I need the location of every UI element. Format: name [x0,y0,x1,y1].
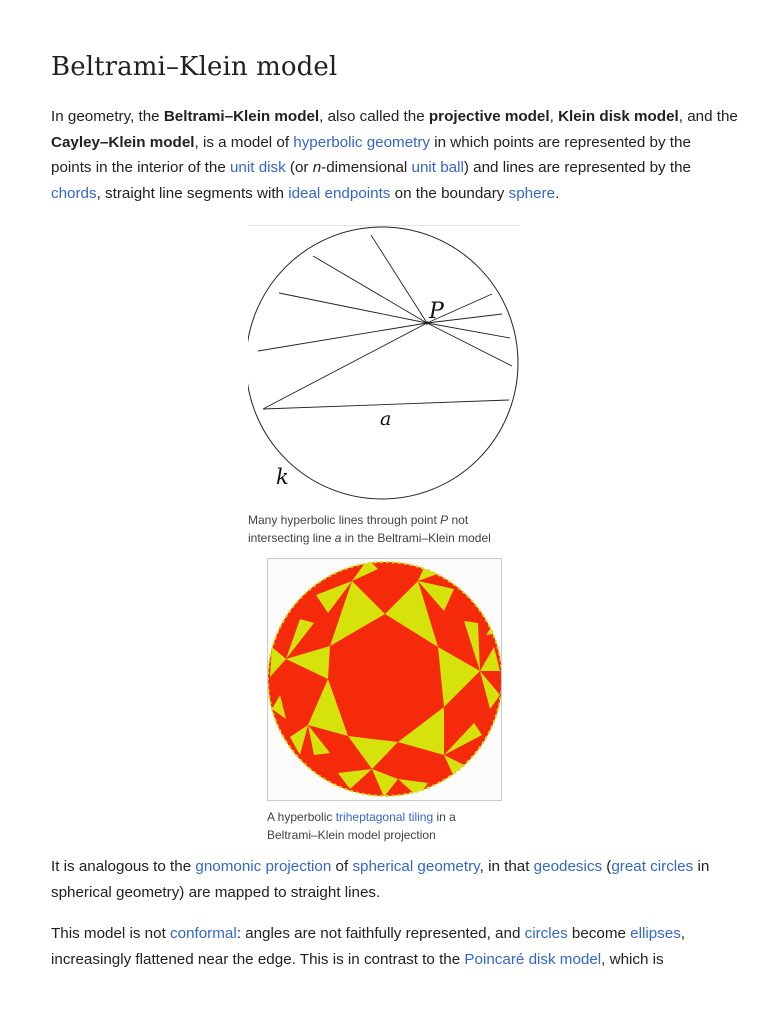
para-text: : angles are not faithfully represented, and [236,925,525,942]
page-title: Beltrami–Klein model [51,52,338,82]
link-triheptagonal-tiling[interactable]: triheptagonal tiling [335,810,434,824]
chord-through-p [427,323,512,366]
intro-text: -dimensional [321,159,412,176]
link-gnomonic-projection[interactable]: gnomonic projection [195,858,332,875]
caption-text: A hyperbolic [267,810,336,824]
caption-text: Beltrami–Klein model projection [267,828,436,842]
link-unit-ball[interactable]: unit ball [411,159,464,176]
link-great-circles[interactable]: great circles [611,858,694,875]
link-chords[interactable]: chords [51,184,97,202]
label-k: k [276,465,289,489]
caption-italic-p: P [440,513,449,527]
link-hyperbolic-geometry[interactable]: hyperbolic geometry [293,133,431,151]
bold-term-projective: projective model [428,108,550,125]
intro-text: (or [285,159,313,176]
para-text: become [567,925,631,942]
paragraph-conformal [51,921,721,972]
figure-klein-chords [248,225,520,502]
link-conformal[interactable]: conformal [170,925,237,942]
intro-text: points in the interior of the [51,159,230,176]
intro-text: . [555,184,560,202]
para-text: This model is not [51,925,171,942]
figure2-caption [267,808,527,844]
link-poincare-disk-model[interactable]: Poincaré disk model [464,950,602,968]
intro-text: , straight line segments with [96,184,289,202]
link-spherical-geometry[interactable]: spherical geometry [352,858,480,875]
label-p: P [429,299,444,324]
caption-text: not [448,513,469,527]
intro-text: in which points are represented by the [430,133,691,151]
chord-through-p [258,323,427,351]
bold-term-cayley-klein: Cayley–Klein model [51,133,195,151]
link-ellipses[interactable]: ellipses [630,925,681,942]
caption-text: in a [433,810,456,824]
intro-text: , and the [678,108,738,125]
chord-through-p [313,256,427,323]
para-text: of [331,858,353,875]
para-text: , [680,925,686,942]
label-a: a [380,408,392,430]
caption-text: Many hyperbolic lines through point [248,513,441,527]
para-text: It is analogous to the [51,858,196,875]
link-circles[interactable]: circles [524,925,568,942]
bold-term-beltrami-klein: Beltrami–Klein model [163,108,320,125]
paragraph-analogy [51,854,721,905]
link-ideal-endpoints[interactable]: ideal endpoints [288,184,391,202]
caption-text: in the Beltrami–Klein model [341,531,491,545]
italic-n: n [312,159,322,176]
intro-text: , [549,108,559,125]
intro-text: , also called the [319,108,429,125]
intro-text: ) and lines are represented by the [463,159,691,176]
klein-chords-diagram [248,226,520,502]
intro-text: on the boundary [390,184,509,202]
chord-through-p [263,323,427,409]
para-text: increasingly flattened near the edge. This is in contrast to the [51,950,465,968]
intro-text: , is a model of [194,133,294,151]
para-text: spherical geometry) are mapped to straight lines. [51,883,381,901]
figure1-caption [248,511,520,547]
caption-italic-a: a [334,531,342,545]
para-text: in [693,858,710,875]
para-text: ( [602,858,612,875]
link-sphere[interactable]: sphere [508,184,556,202]
tiling-image [268,559,501,800]
boundary-circle [248,227,518,499]
chord-through-p [279,293,427,323]
para-text: , in that [479,858,534,875]
caption-text: intersecting line [248,531,335,545]
intro-text: In geometry, the [51,108,164,125]
intro-paragraph [51,104,738,206]
link-unit-disk[interactable]: unit disk [229,159,286,176]
figure-triheptagonal-tiling [267,558,502,801]
para-text: , which is [601,950,664,968]
chords [258,235,512,409]
chord-through-p [427,323,510,338]
bold-term-klein-disk: Klein disk model [558,108,679,125]
chord-through-p [371,235,427,323]
link-geodesics[interactable]: geodesics [533,858,603,875]
